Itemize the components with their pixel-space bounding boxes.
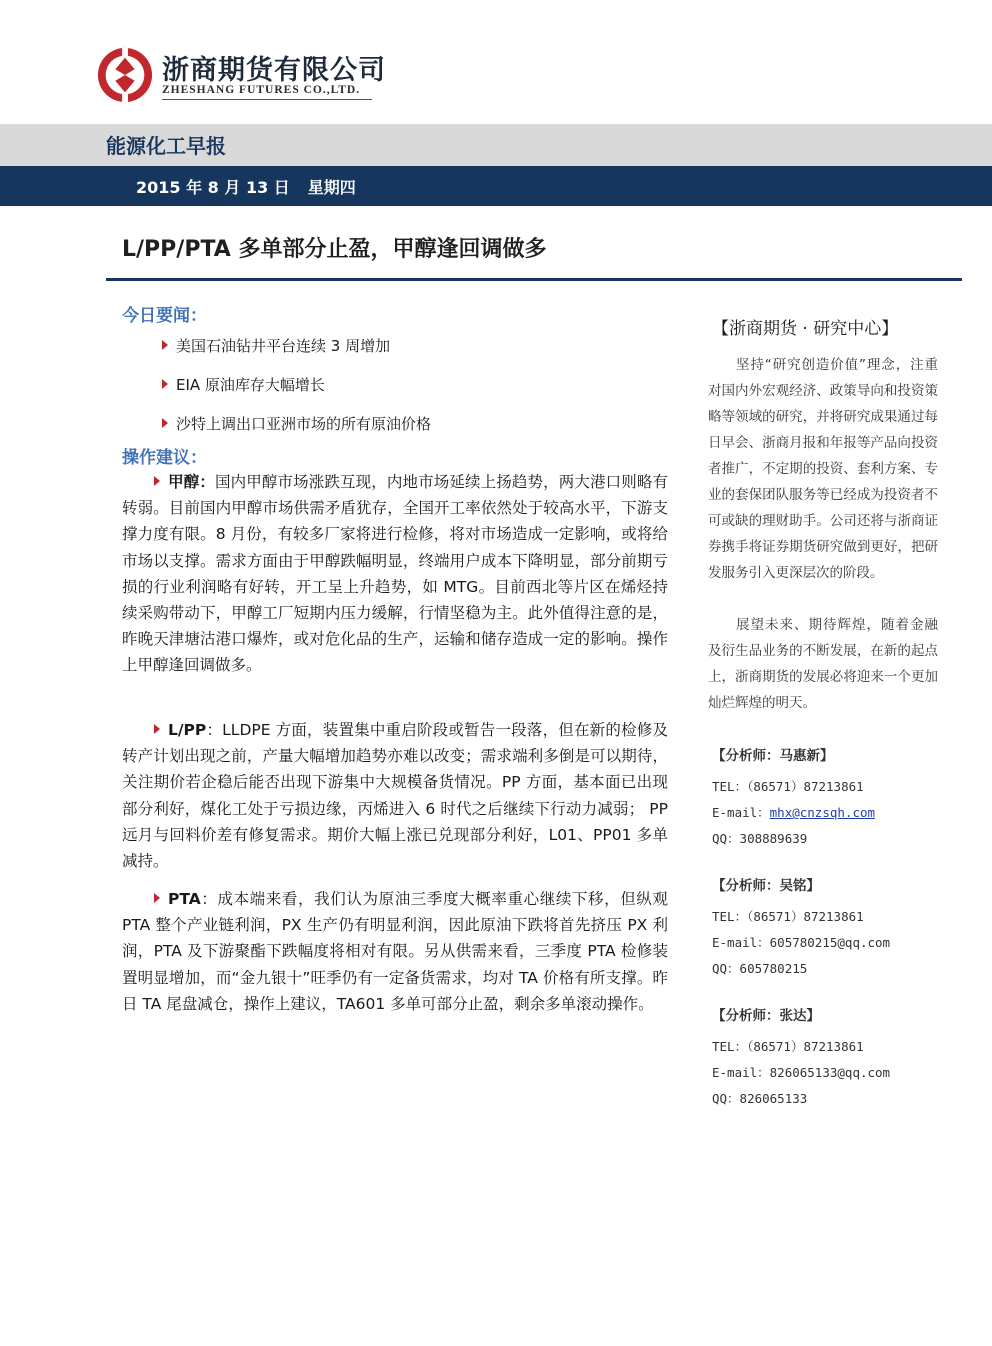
analyst-qq: QQ：826065133 [712, 1091, 808, 1106]
analyst-name: 【分析师：张达】 [712, 1008, 820, 1024]
report-category: 能源化工早报 [106, 134, 226, 158]
company-logo-icon [96, 46, 154, 104]
advice-paragraph-methanol [122, 469, 668, 679]
advice-lead: L/PP [168, 721, 207, 739]
news-item [162, 335, 390, 356]
news-item [162, 413, 431, 434]
report-date-line [136, 175, 356, 198]
advice-paragraph-pta [122, 886, 668, 1017]
advice-lead: PTA [168, 890, 201, 908]
email-label: E-mail： [712, 805, 770, 820]
analyst-qq: QQ：308889639 [712, 831, 808, 846]
analyst-email: 826065133@qq.com [769, 1065, 891, 1080]
analyst-tel: TEL：（86571）87213861 [712, 779, 864, 794]
research-center-title: 【浙商期货 · 研究中心】 [712, 319, 899, 339]
email-label: E-mail： [712, 935, 770, 950]
analyst-tel: TEL：（86571）87213861 [712, 1039, 864, 1054]
email-label: E-mail： [712, 1065, 770, 1080]
red-triangle-bullet-icon [162, 379, 168, 389]
analyst-email: 605780215@qq.com [769, 935, 891, 950]
analyst-email-link[interactable]: mhx@cnzsqh.com [769, 805, 876, 820]
analyst-email-row [712, 1060, 890, 1086]
advice-lead: 甲醇： [168, 473, 215, 491]
report-headline: L/PP/PTA 多单部分止盈，甲醇逢回调做多 [122, 237, 547, 262]
headline-divider [106, 278, 962, 281]
news-item-text: 沙特上调出口亚洲市场的所有原油价格 [176, 415, 432, 433]
advice-text: ：成本端来看，我们认为原油三季度大概率重心继续下移，但纵观 PTA 整个产业链利润，PX 生产仍有明显利润，因此原油下跌将首先挤压 PX 利润，PTA 及下游聚酯下跌幅度将相对有限。另从供需来看，三季度 PTA 检修装置明显增加，而“金九银十”旺季仍有一定备货需求，均对 TA 价格有所支撑。昨日 TA 尾盘减仓，操作上建议，TA601 多单可部分止盈，剩余多单滚动操作。 [122, 890, 668, 1013]
red-triangle-bullet-icon [154, 476, 160, 486]
advice-paragraph-lpp [122, 717, 668, 874]
company-divider [162, 99, 372, 100]
analyst-card [712, 1004, 890, 1112]
red-triangle-bullet-icon [162, 418, 168, 428]
research-center-outlook: 展望未来、期待辉煌，随着金融及衍生品业务的不断发展，在新的起点上，浙商期货的发展必将迎来一个更加灿烂辉煌的明天。 [708, 617, 938, 711]
analyst-card [712, 744, 875, 852]
advice-text: 国内甲醇市场涨跌互现，内地市场延续上扬趋势，两大港口则略有转弱。目前国内甲醇市场供需矛盾犹存，全国开工率依然处于较高水平，下游支撑力度有限。8 月份，有较多厂家将进行检修，将对市场造成一定影响，或将给市场以支撑。需求方面由于甲醇跌幅明显，终端用户成本下降明显，部分前期亏损的行业利润略有好转，开工呈上升趋势，如 MTG。目前西北等片区在烯烃持续采购带动下，甲醇工厂短期内压力缓解，行情坚稳为主。此外值得注意的是，昨晚天津塘沽港口爆炸，或对危化品的生产，运输和储存造成一定的影响。操作上甲醇逢回调做多。 [122, 473, 668, 675]
analyst-qq: QQ：605780215 [712, 961, 808, 976]
advice-text: ：LLDPE 方面，装置集中重启阶段或暂告一段落，但在新的检修及转产计划出现之前，产量大幅增加趋势亦难以改变；需求端利多倒是可以期待，关注期价若企稳后能否出现下游集中大规模备货情况。PP 方面，基本面已出现部分利好，煤化工处于亏损边缘，丙烯进入 6 时代之后继续下行动力减弱； PP 远月与回料价差有修复需求。期价大幅上涨已兑现部分利好，L01、PP01 多单减持。 [122, 721, 668, 871]
red-triangle-bullet-icon [162, 340, 168, 350]
company-name-en: ZHESHANG FUTURES CO.,LTD. [162, 84, 361, 96]
research-center-intro: 坚持“研究创造价值”理念，注重对国内外宏观经济、政策导向和投资策略等领域的研究，并将研究成果通过每日早会、浙商月报和年报等产品向投资者推广，不定期的投资、套利方案、专业的套保团队服务等已经成为投资者不可或缺的理财助手。公司还将与浙商证券携手将证券期货研究做到更好，把研发服务引入更深层次的阶段。 [708, 357, 938, 581]
analyst-tel: TEL：（86571）87213861 [712, 909, 864, 924]
report-weekday: 星期四 [307, 178, 356, 197]
news-item-text: 美国石油钻井平台连续 3 周增加 [176, 337, 391, 355]
company-name-cn: 浙商期货有限公司 [162, 55, 386, 86]
red-triangle-bullet-icon [154, 893, 160, 903]
news-section-title: 今日要闻： [122, 306, 207, 326]
analyst-email-row [712, 930, 890, 956]
red-triangle-bullet-icon [154, 724, 160, 734]
analyst-name: 【分析师：吴铭】 [712, 878, 820, 894]
report-date: 2015 年 8 月 13 日 [136, 178, 290, 197]
category-band [0, 124, 992, 166]
analyst-card [712, 874, 890, 982]
analyst-email-row [712, 800, 875, 826]
date-band [0, 166, 992, 206]
news-item-text: EIA 原油库存大幅增长 [176, 376, 325, 394]
news-item [162, 374, 325, 395]
advice-section-title: 操作建议： [122, 448, 207, 468]
analyst-name: 【分析师：马惠新】 [712, 748, 834, 764]
